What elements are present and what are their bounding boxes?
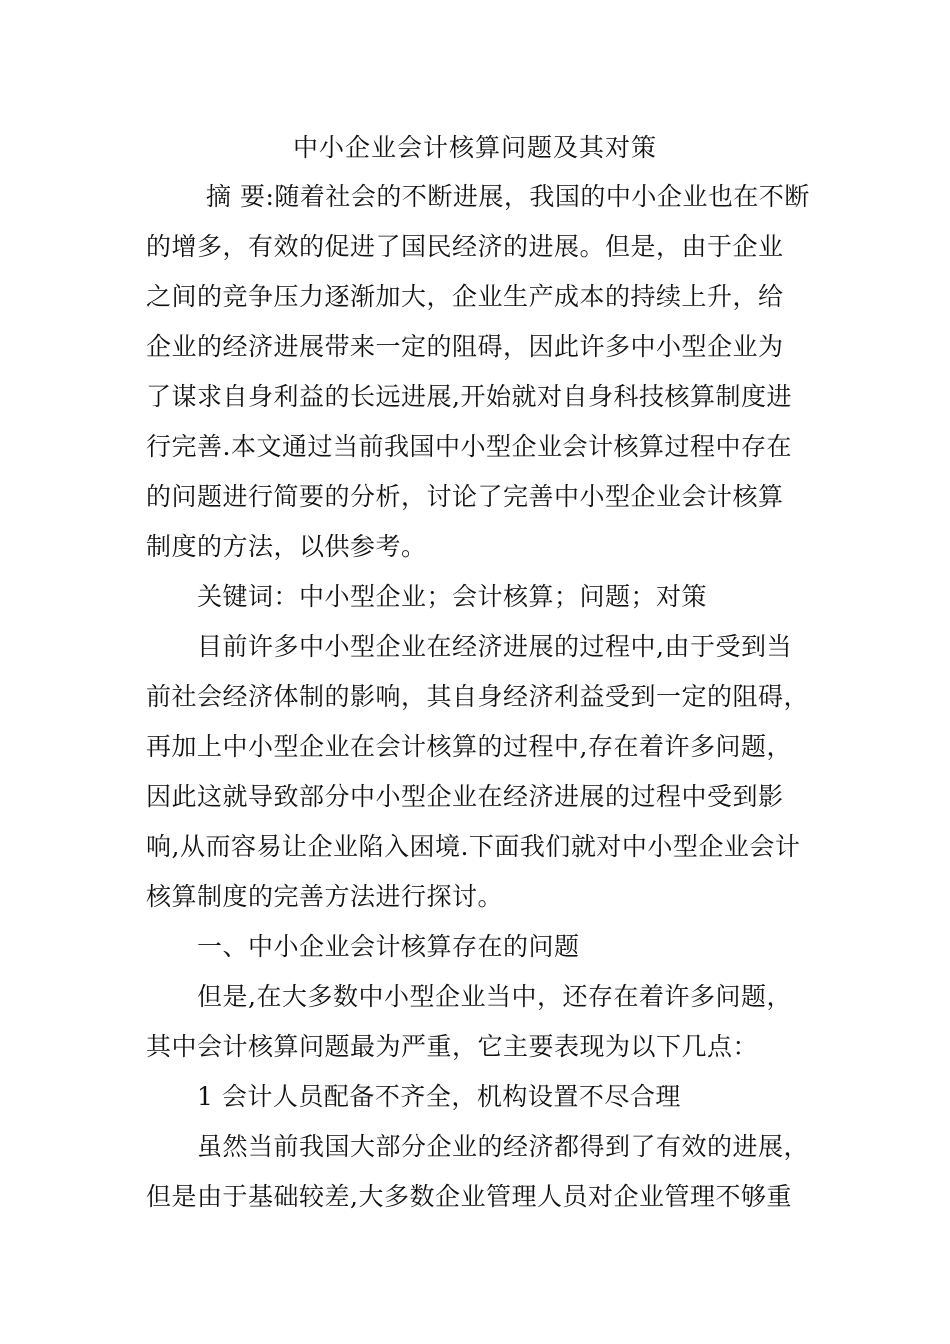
body-line-5: 响,从而容易让企业陷入困境.下面我们就对中小型企业会计 [146,832,801,861]
body-line-1: 目前许多中小型企业在经济进展的过程中,由于受到当 [197,632,792,661]
body-line-4: 因此这就导致部分中小型企业在经济进展的过程中受到影 [146,782,784,811]
abstract-line-2: 的增多，有效的促进了国民经济的进展。但是，由于企业 [146,232,784,261]
document-title: 中小企业会计核算问题及其对策 [292,133,657,162]
abstract-line-6: 行完善.本文通过当前我国中小型企业会计核算过程中存在 [146,432,792,461]
body-line-2: 前社会经济体制的影响，其自身经济利益受到一定的阻碍， [146,682,810,711]
body-line-9: 虽然当前我国大部分企业的经济都得到了有效的进展， [197,1132,810,1161]
keywords-line: 关键词：中小型企业；会计核算；问题；对策 [197,582,708,611]
abstract-line-1: 摘 要:随着社会的不断进展，我国的中小企业也在不断 [206,182,810,211]
subsection-heading-1: 1 会计人员配备不齐全，机构设置不尽合理 [197,1082,681,1111]
abstract-line-8: 制度的方法，以供参考。 [146,532,427,561]
body-line-8: 其中会计核算问题最为严重，它主要表现为以下几点： [146,1032,759,1061]
body-line-10: 但是由于基础较差,大多数企业管理人员对企业管理不够重 [146,1182,792,1211]
abstract-line-7: 的问题进行简要的分析，讨论了完善中小型企业会计核算 [146,482,784,511]
body-line-6: 核算制度的完善方法进行探讨。 [146,882,504,911]
abstract-line-3: 之间的竞争压力逐渐加大，企业生产成本的持续上升，给 [146,282,784,311]
body-line-7: 但是,在大多数中小型企业当中，还存在着许多问题， [197,982,792,1011]
section-heading-1: 一、中小企业会计核算存在的问题 [197,932,580,961]
abstract-line-4: 企业的经济进展带来一定的阻碍，因此许多中小型企业为 [146,332,784,361]
body-line-3: 再加上中小型企业在会计核算的过程中,存在着许多问题， [146,732,792,761]
abstract-line-5: 了谋求自身利益的长远进展,开始就对自身科技核算制度进 [146,382,792,411]
